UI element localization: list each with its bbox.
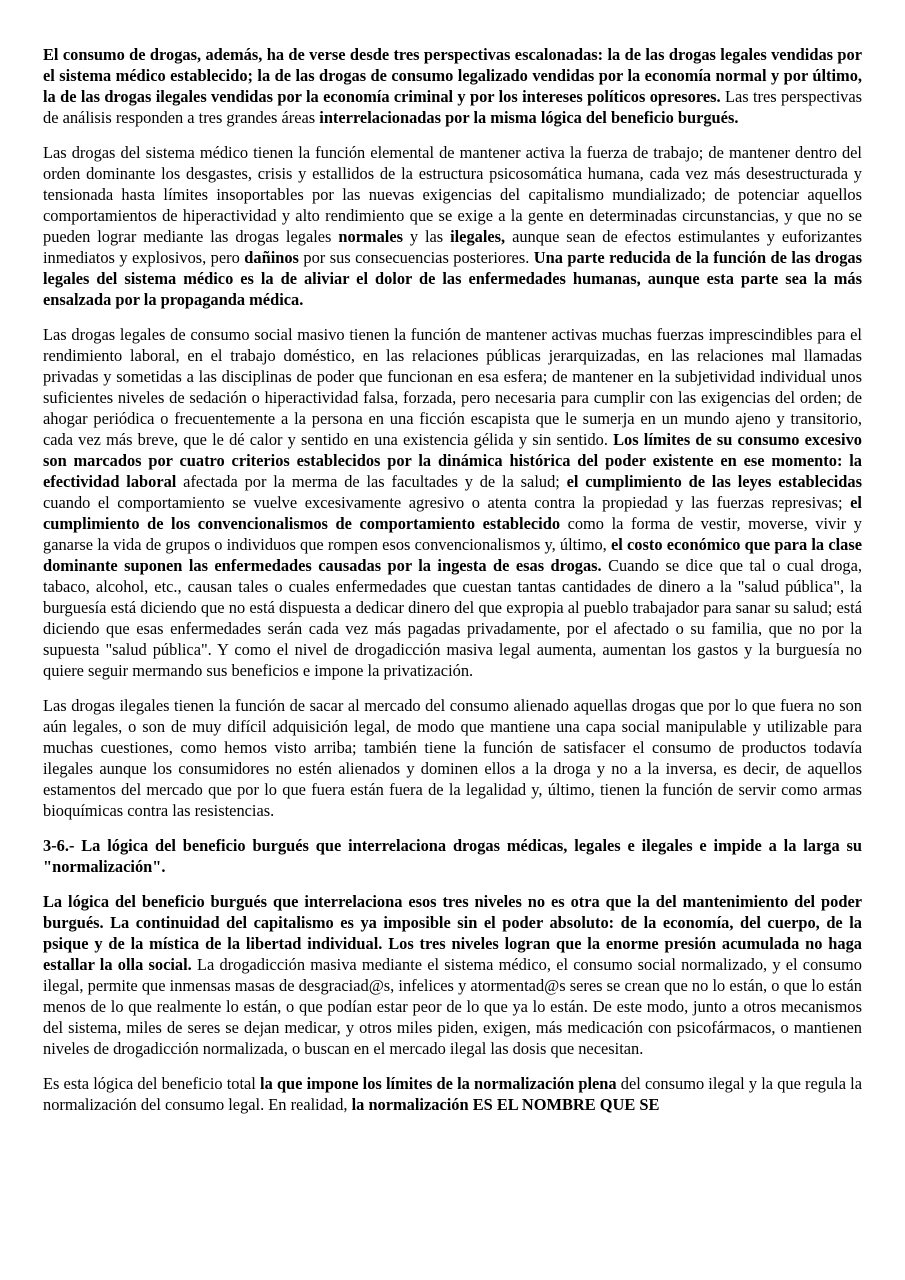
text: Es esta lógica del beneficio total — [43, 1074, 261, 1093]
bold-text: El consumo de drogas, además, ha de verse desde tres perspectivas escalonadas: la de las drogas legales vendidas por el sistema médico establecido; la de las drogas de consumo legalizado vendidas por la economía normal y por último, la de las drogas ilegales vendidas por la economía criminal y por los intereses políticos opresores. — [43, 45, 862, 106]
text: La drogadicción masiva mediante el sistema médico, el consumo social normalizado, y el consumo ilegal, permite que inmensas masas de desgraciad@s, infelices y atormentad@s seres se crean que no lo están, o que lo están menos de lo que realmente lo están, o que podían estar peor de lo que ya lo están. De este modo, junto a otros mecanismos del sistema, miles de seres se dejan medicar, y otros miles piden, exigen, más medicación con psicofármacos, o mantienen niveles de drogadicción normalizada, o buscan en el mercado ilegal las dosis que necesitan. — [43, 955, 862, 1058]
bold-text: la normalización ES EL NOMBRE QUE SE — [351, 1095, 660, 1114]
text: Las drogas del sistema médico tienen la función elemental de mantener activa la fuerza de trabajo; de mantener dentro del orden dominante los desgastes, crisis y estallidos de la estructura psicosomática humana, cada vez más desestructurada y tensionada hasta límites insoportables por las nuevas exigencias del capitalismo mundializado; de potenciar aquellos comportamientos de hiperactividad y alto rendimiento que se exige a la gente en determinadas circunstancias, y que no se pueden lograr mediante las drogas legales — [43, 143, 862, 246]
text: afectada por la merma de las facultades y de la salud; — [176, 472, 567, 491]
bold-text: Una parte reducida de la función de las drogas legales del sistema médico es la de aliviar el dolor de las enfermedades humanas, aunque esta parte sea la más ensalzada por la propaganda médica. — [43, 248, 862, 309]
bold-text: Los límites de su consumo excesivo son marcados por cuatro criterios establecidos por la dinámica histórica del poder existente en ese momento: la efectividad laboral — [43, 430, 862, 491]
section-heading — [43, 835, 862, 877]
bold-text: dañinos — [244, 248, 299, 267]
text: del consumo ilegal y la que regula la normalización del consumo legal. En realidad, — [43, 1074, 862, 1114]
bold-text: normales — [338, 227, 403, 246]
bold-text: el cumplimiento de las leyes establecidas — [566, 472, 862, 491]
text: Las tres perspectivas de análisis responden a tres grandes áreas — [43, 87, 862, 127]
bold-text: La lógica del beneficio burgués que interrelaciona esos tres niveles no es otra que la del mantenimiento del poder burgués. La continuidad del capitalismo es ya imposible sin el poder absoluto: de la economía, del cuerpo, de la psique y de la mística de la libertad individual. Los tres niveles logran que la enorme presión acumulada no haga estallar la olla social. — [43, 892, 862, 974]
text: Las drogas legales de consumo social masivo tienen la función de mantener activas muchas fuerzas imprescindibles para el rendimiento laboral, en el trabajo doméstico, en las relaciones públicas jerarquizadas, en las relaciones mal llamadas privadas y sometidas a las disciplinas de poder que funcionan en esa esfera; de mantener en la subjetividad individual unos suficientes niveles de sedación o hiperactividad falsa, forzada, pero necesaria para cumplir con las exigencias del orden; de ahogar periódica o frecuentemente a la persona en una ficción escapista que le sumerja en un mundo ajeno y transitorio, cada vez más breve, que le dé calor y sentido en una existencia gélida y sin sentido. — [43, 325, 862, 449]
paragraph-medical-drugs — [43, 142, 862, 310]
paragraph-drug-perspectives — [43, 44, 862, 128]
bold-text: el costo económico que para la clase dominante suponen las enfermedades causadas por la ingesta de esas drogas. — [43, 535, 862, 575]
paragraph-illegal-drugs — [43, 695, 862, 821]
bold-text: interrelacionadas por la misma lógica del beneficio burgués. — [319, 108, 739, 127]
bold-text: el cumplimiento de los convencionalismos de comportamiento establecido — [43, 493, 862, 533]
text: Cuando se dice que tal o cual droga, tabaco, alcohol, etc., causan tales o cuales enfermedades que cuestan tantas cantidades de dinero a la "salud pública", la burguesía está diciendo que no está dispuesta a dedicar dinero del que expropia al pueblo trabajador para sanar su salud; está diciendo que esas enfermedades serán cada vez más pagadas privadamente, por el afectado o su familia, que no por la supuesta "salud pública". Y como el nivel de drogadicción masiva legal aumenta, aumentan los gastos y la burguesía no quiere seguir mermando sus beneficios e impone la privatización. — [43, 556, 862, 680]
text: cuando el comportamiento se vuelve excesivamente agresivo o atenta contra la propiedad y las fuerzas represivas; — [43, 493, 851, 512]
bold-text: ilegales, — [450, 227, 506, 246]
text: y las — [402, 227, 451, 246]
paragraph-normalization — [43, 1073, 862, 1115]
bold-text: 3-6.- La lógica del beneficio burgués que interrelaciona drogas médicas, legales e ilegales e impide a la larga su "normalización". — [43, 836, 862, 876]
text: por sus consecuencias posteriores. — [298, 248, 534, 267]
text: Las drogas ilegales tienen la función de sacar al mercado del consumo alienado aquellas drogas que por lo que fuera no son aún legales, o son de muy difícil adquisición legal, de modo que mantiene una capa social manipulable y utilizable para muchas cuestiones, como hemos visto arriba; también tiene la función de satisfacer el consumo de productos todavía ilegales aunque los consumidores no estén alienados y dominen ellos a la droga y no a la inversa, es decir, de aquellos estamentos del mercado que por lo que fuera están fuera de la legalidad y, último, tienen la función de servir como armas bioquímicas contra las resistencias. — [43, 696, 862, 820]
text: aunque sean de efectos estimulantes y euforizantes inmediatos y explosivos, pero — [43, 227, 862, 267]
text: como la forma de vestir, moverse, vivir y ganarse la vida de grupos o individuos que rompen esos convencionalismos y, último, — [43, 514, 862, 554]
paragraph-bourgeois-logic — [43, 891, 862, 1059]
paragraph-legal-mass-consumption — [43, 324, 862, 681]
bold-text: la que impone los límites de la normalización plena — [260, 1074, 617, 1093]
